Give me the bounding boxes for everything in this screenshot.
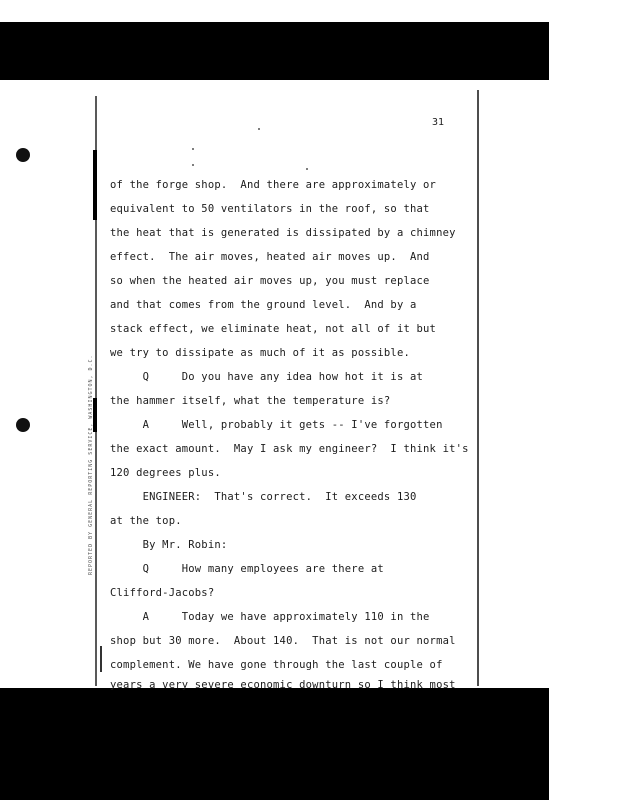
transcript-line: we try to dissipate as much of it as possible. [110, 347, 410, 359]
punch-hole-middle [16, 418, 30, 432]
transcript-line: effect. The air moves, heated air moves up. And [110, 251, 430, 263]
transcript-line: Q Do you have any idea how hot it is at [110, 371, 424, 383]
transcript-line: Q How many employees are there at [110, 563, 384, 575]
transcript-line: of the forge shop. And there are approximately or [110, 179, 437, 191]
transcript-line: shop but 30 more. About 140. That is not our normal [110, 635, 456, 647]
transcript-line: A Today we have approximately 110 in the [110, 611, 430, 623]
scan-speck [192, 164, 194, 166]
punch-hole-top [16, 148, 30, 162]
left-margin-bar [100, 646, 102, 672]
scan-speck [258, 128, 260, 130]
transcript-page [0, 80, 541, 688]
transcript-line: the hammer itself, what the temperature is? [110, 395, 391, 407]
transcript-line: complement. We have gone through the last couple of [110, 659, 443, 671]
page-number: 31 [432, 117, 445, 128]
transcript-line: so when the heated air moves up, you must replace [110, 275, 430, 287]
transcript-line: By Mr. Robin: [110, 539, 228, 551]
left-margin-bar [93, 150, 97, 220]
transcript-line: the heat that is generated is dissipated by a chimney [110, 227, 456, 239]
side-margin-text: REPORTED BY GENERAL REPORTING SERVICE, WASHINGTON, D.C. [88, 354, 94, 575]
scan-right-margin [549, 0, 633, 800]
transcript-line: the exact amount. May I ask my engineer? I think it's [110, 443, 469, 455]
transcript-line: stack effect, we eliminate heat, not all of it but [110, 323, 437, 335]
transcript-line: and that comes from the ground level. And by a [110, 299, 417, 311]
transcript-line: Clifford-Jacobs? [110, 587, 215, 599]
scan-speck [306, 168, 308, 170]
transcript-line: A Well, probably it gets -- I've forgotten [110, 419, 443, 431]
scan-top-border [0, 22, 549, 80]
scan-speck [192, 148, 194, 150]
scan-bottom-border [0, 688, 549, 800]
transcript-line: equivalent to 50 ventilators in the roof, so that [110, 203, 430, 215]
transcript-line: ENGINEER: That's correct. It exceeds 130 [110, 491, 417, 503]
transcript-line: years a very severe economic downturn so I think most [110, 679, 456, 691]
transcript-line: at the top. [110, 515, 182, 527]
transcript-line: 120 degrees plus. [110, 467, 221, 479]
right-margin-rule [477, 90, 479, 686]
